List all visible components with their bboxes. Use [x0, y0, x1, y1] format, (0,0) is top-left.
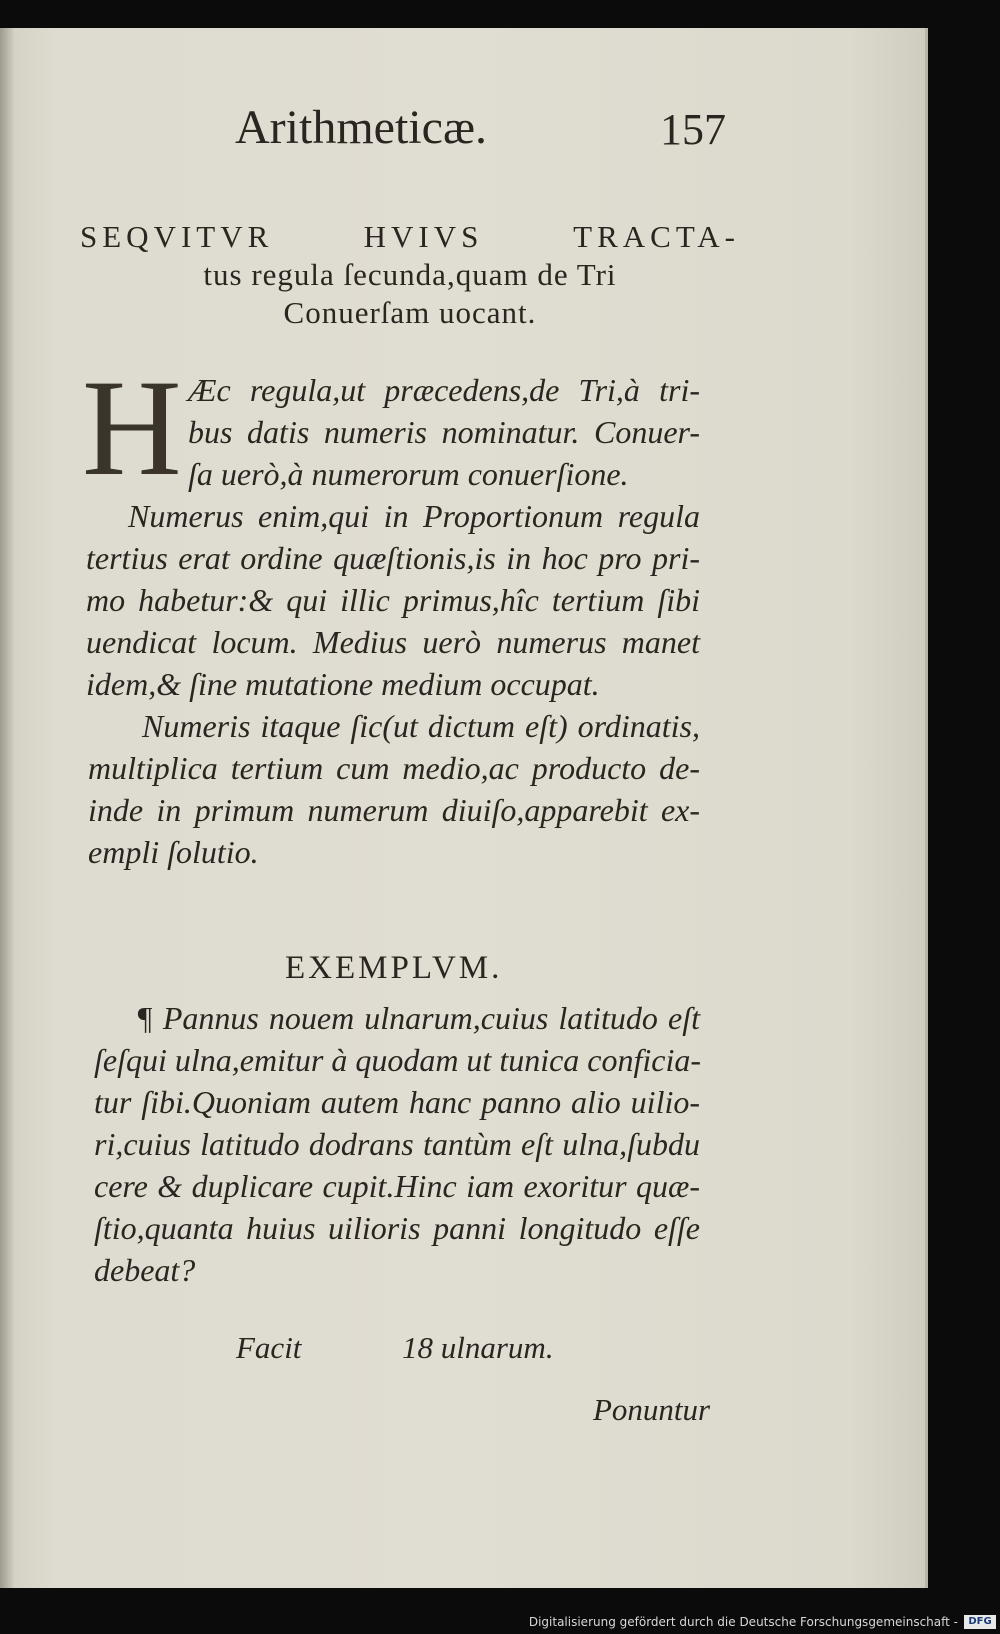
paragraph-1-line-2: bus datis numeris nominatur. Conuer-	[188, 414, 700, 450]
result-label: Facit	[236, 1330, 302, 1365]
paragraph-3-line-2: multiplica tertium cum medio,ac producto de-	[88, 750, 700, 786]
example-line-4: ri,cuius latitudo dodrans tantùm eſt ulna,ſubdu	[94, 1126, 700, 1162]
example-line-6: ſtio,quanta huius uilioris panni longitudo eſſe	[94, 1210, 700, 1246]
section-heading-line-2: tus regula ſecunda,quam de Tri	[203, 257, 617, 292]
paragraph-3-line-4: empli ſolutio.	[88, 834, 259, 870]
example-line-3: tur ſibi.Quoniam autem hanc panno alio uilio-	[94, 1084, 700, 1120]
result-value: 18 ulnarum.	[402, 1330, 554, 1365]
section-heading-line-1: SEQVITVR HVIVS TRACTA-	[80, 219, 740, 254]
example-line-5: cere & duplicare cupit.Hinc iam exoritur quæ-	[94, 1168, 700, 1204]
funding-credit: Digitalisierung gefördert durch die Deutsche Forschungsgemeinschaft -	[528, 1615, 958, 1629]
running-header: Arithmeticæ.	[235, 101, 487, 154]
paragraph-2-line-1: Numerus enim,qui in Proportionum regula	[128, 498, 700, 534]
paragraph-1-line-1: Æc regula,ut præcedens,de Tri,à tri-	[188, 372, 700, 408]
catchword: Ponuntur	[593, 1392, 711, 1427]
page-gutter	[0, 28, 14, 1588]
paragraph-3-line-3: inde in primum numerum diuiſo,apparebit ex-	[88, 792, 700, 828]
section-heading	[80, 218, 740, 332]
example-line-7: debeat?	[94, 1252, 196, 1288]
paragraph-1-line-3: ſa uerò,à numerorum conuerſione.	[188, 456, 629, 492]
exemplum-heading: EXEMPLVM.	[285, 950, 503, 986]
example-line-1: ¶ Pannus nouem ulnarum,cuius latitudo eſt	[136, 1000, 700, 1036]
section-heading-line-3: Conuerſam uocant.	[283, 295, 537, 330]
paragraph-3-line-1: Numeris itaque ſic(ut dictum eſt) ordinatis,	[142, 708, 700, 744]
paragraph-2-line-4: uendicat locum. Medius uerò numerus manet	[86, 624, 700, 660]
paragraph-2-line-3: mo habetur:& qui illic primus,hîc tertium ſibi	[86, 582, 700, 618]
dfg-logo: DFG	[964, 1615, 996, 1629]
example-line-2: ſeſqui ulna,emitur à quodam ut tunica conficia-	[94, 1042, 702, 1078]
paragraph-2-line-2: tertius erat ordine quæſtionis,is in hoc pro pri-	[86, 540, 700, 576]
page-number: 157	[660, 105, 726, 154]
paragraph-2-line-5: idem,& ſine mutatione medium occupat.	[86, 666, 600, 702]
drop-cap-initial: H	[82, 351, 182, 504]
